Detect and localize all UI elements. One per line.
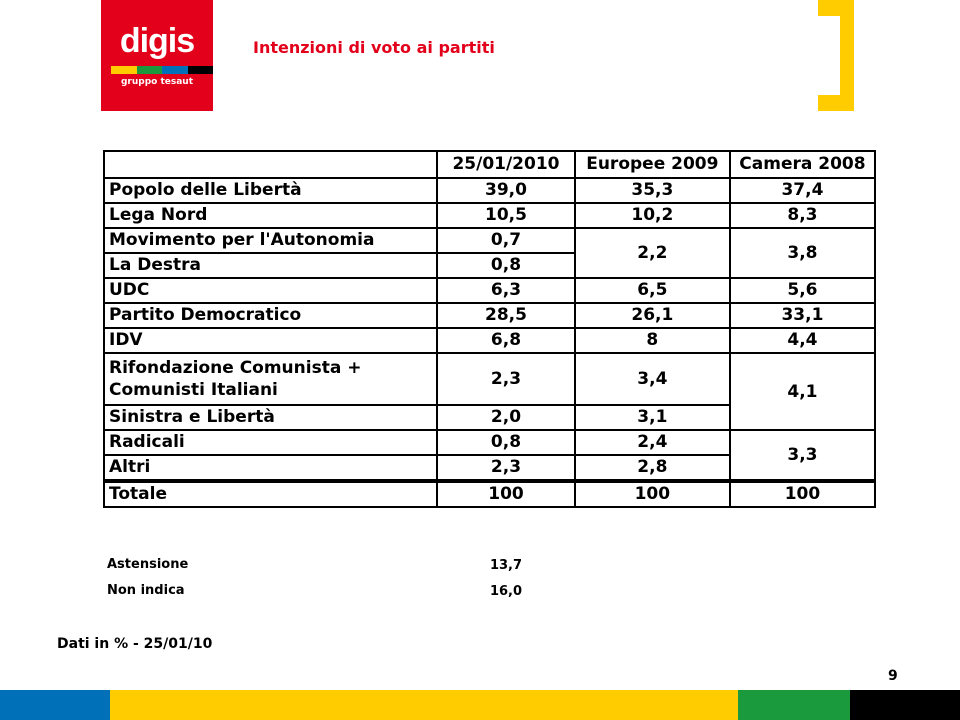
- value-2010: 2,0: [437, 405, 575, 430]
- party-label-line1: Rifondazione Comunista +: [109, 358, 362, 378]
- total-label: Totale: [104, 481, 437, 507]
- logo-wordmark: digis: [119, 22, 195, 60]
- value-camera-2008-merged: 3,8: [730, 228, 875, 278]
- logo-subtitle: gruppo tesaut: [120, 77, 194, 87]
- non-indica-label: Non indica: [107, 583, 185, 598]
- header-empty-cell: [104, 151, 437, 178]
- party-label: Sinistra e Libertà: [104, 405, 437, 430]
- page-number: 9: [888, 668, 898, 684]
- value-2010: 39,0: [437, 178, 575, 203]
- value-camera-2008: 37,4: [730, 178, 875, 203]
- party-label-line2: Comunisti Italiani: [109, 380, 278, 400]
- value-camera-2008: 4,4: [730, 328, 875, 353]
- logo-color-bar: [111, 66, 213, 74]
- value-2010: 6,8: [437, 328, 575, 353]
- value-2010: 28,5: [437, 303, 575, 328]
- value-camera-2008: 8,3: [730, 203, 875, 228]
- data-note: Dati in % - 25/01/10: [57, 636, 213, 652]
- party-label: Altri: [104, 455, 437, 481]
- party-label: Lega Nord: [104, 203, 437, 228]
- value-2010: 10,5: [437, 203, 575, 228]
- header-europee-2009: Europee 2009: [575, 151, 730, 178]
- value-europee-2009: 3,4: [575, 353, 730, 405]
- value-europee-2009: 8: [575, 328, 730, 353]
- table-row: [104, 303, 875, 328]
- total-2010: 100: [437, 481, 575, 507]
- value-2010: 2,3: [437, 353, 575, 405]
- value-europee-2009-merged: 2,2: [575, 228, 730, 278]
- non-indica-value: 16,0: [489, 584, 523, 599]
- yellow-bracket-decoration: [818, 0, 854, 111]
- table-row: [104, 353, 875, 405]
- value-europee-2009: 35,3: [575, 178, 730, 203]
- digis-logo: [101, 0, 213, 111]
- table-row: [104, 430, 875, 455]
- party-label: Movimento per l'Autonomia: [104, 228, 437, 253]
- value-camera-2008: 5,6: [730, 278, 875, 303]
- value-europee-2009: 2,4: [575, 430, 730, 455]
- party-label: Radicali: [104, 430, 437, 455]
- header-25-01-2010: 25/01/2010: [437, 151, 575, 178]
- table-row: [104, 328, 875, 353]
- party-label: Partito Democratico: [104, 303, 437, 328]
- footer-color-bar: [0, 690, 960, 720]
- party-label: IDV: [104, 328, 437, 353]
- value-europee-2009: 6,5: [575, 278, 730, 303]
- total-europee-2009: 100: [575, 481, 730, 507]
- value-camera-2008-merged: 3,3: [730, 430, 875, 481]
- value-2010: 0,8: [437, 430, 575, 455]
- astensione-label: Astensione: [107, 557, 189, 572]
- value-camera-2008: 33,1: [730, 303, 875, 328]
- party-label: UDC: [104, 278, 437, 303]
- value-europee-2009: 10,2: [575, 203, 730, 228]
- party-label: La Destra: [104, 253, 437, 278]
- header-camera-2008: Camera 2008: [730, 151, 875, 178]
- astensione-value: 13,7: [489, 558, 523, 573]
- party-label: [104, 353, 437, 405]
- value-europee-2009: 26,1: [575, 303, 730, 328]
- table-row: [104, 178, 875, 203]
- total-camera-2008: 100: [730, 481, 875, 507]
- vote-intentions-table: [103, 150, 876, 508]
- table-row: [104, 203, 875, 228]
- value-2010: 2,3: [437, 455, 575, 481]
- value-europee-2009: 2,8: [575, 455, 730, 481]
- table-total-row: [104, 481, 875, 507]
- value-2010: 6,3: [437, 278, 575, 303]
- table-row: [104, 278, 875, 303]
- value-2010: 0,7: [437, 228, 575, 253]
- value-europee-2009: 3,1: [575, 405, 730, 430]
- value-2010: 0,8: [437, 253, 575, 278]
- table-header-row: [104, 151, 875, 178]
- party-label: Popolo delle Libertà: [104, 178, 437, 203]
- table-row: [104, 228, 875, 253]
- value-camera-2008-merged: 4,1: [730, 353, 875, 430]
- slide-title: Intenzioni di voto ai partiti: [253, 38, 495, 57]
